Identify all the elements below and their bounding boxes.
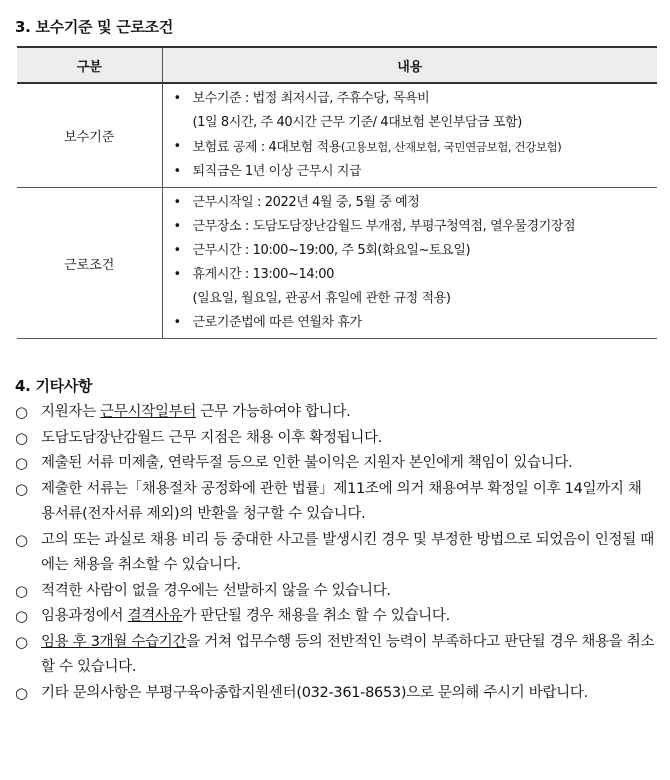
pay-item-1: 보수기준 : 법정 최저시급, 주휴수당, 목욕비 <box>192 91 430 106</box>
note-item-1 <box>15 400 655 426</box>
notes-list <box>15 400 655 706</box>
circle-bullet-icon: ○ <box>15 632 28 651</box>
note-underlined: 근무시작일부터 <box>100 404 197 420</box>
note-underlined: 결격사유 <box>127 608 183 624</box>
bullet-dot: • <box>173 195 181 210</box>
note-text: 임용과정에서 <box>41 608 128 624</box>
note-underlined: 임용 후 3개월 수습기간 <box>41 633 187 650</box>
conditions-table <box>17 46 657 339</box>
row-label-work: 근로조건 <box>17 188 162 339</box>
bullet-dot: • <box>173 139 181 154</box>
section-4-title: 4. 기타사항 <box>15 377 93 395</box>
circle-bullet-icon: ○ <box>15 454 28 472</box>
circle-bullet-icon: ○ <box>15 581 28 600</box>
bullet-dot: • <box>173 267 181 282</box>
note-item-2 <box>15 426 655 452</box>
circle-bullet-icon: ○ <box>15 403 28 421</box>
pay-item-1-cont: (1일 8시간, 주 40시간 근무 기준/ 4대보험 본인부담금 포함) <box>192 115 522 130</box>
circle-bullet-icon: ○ <box>15 479 28 498</box>
row-content-work <box>162 188 657 339</box>
note-text: 적격한 사람이 없을 경우에는 선발하지 않을 수 있습니다. <box>41 582 391 599</box>
note-text: 근무 가능하여야 합니다. <box>196 404 351 420</box>
note-text: 도담도담장난감월드 근무 지점은 채용 이후 확정됩니다. <box>41 429 383 446</box>
list-item <box>173 191 658 215</box>
note-text: 제출된 서류 미제출, 연락두절 등으로 인한 불이익은 지원자 본인에게 책임이 있습니다. <box>41 455 573 471</box>
note-item-9 <box>15 681 655 707</box>
circle-bullet-icon: ○ <box>15 428 28 447</box>
header-category: 구분 <box>17 47 162 83</box>
note-item-5 <box>15 528 655 579</box>
note-item-8 <box>15 630 655 681</box>
work-item-2: 근무장소 : 도담도담장난감월드 부개점, 부평구청역점, 열우물경기장점 <box>192 219 576 234</box>
list-item <box>173 239 658 263</box>
note-item-4 <box>15 477 655 528</box>
note-text: 기타 문의사항은 부평구육아종합지원센터(032-361-8653)으로 문의해 주시기 바랍니다. <box>41 684 588 701</box>
work-item-4: 휴게시간 : 13:00~14:00 <box>192 267 334 282</box>
pay-item-2-small: (고용보험, 산재보험, 국민연금보험, 건강보험) <box>340 140 562 154</box>
note-text: 을 거쳐 업무수행 등의 전반적인 능력이 부족하다고 판단될 경우 채용을 취소할 수 있습니다. <box>41 633 655 675</box>
note-text: 제출한 서류는「채용절차 공정화에 관한 법률」제11조에 의거 채용여부 확정일 이후 14일까지 채용서류(전자서류 제외)의 반환을 청구할 수 있습니다. <box>41 480 642 522</box>
circle-bullet-icon: ○ <box>15 683 28 702</box>
note-text: 가 판단될 경우 채용을 취소 할 수 있습니다. <box>182 608 450 624</box>
work-item-1: 근무시작일 : 2022년 4월 중, 5월 중 예정 <box>192 195 420 210</box>
work-item-5: 근로기준법에 따른 연월차 휴가 <box>192 315 362 330</box>
list-item <box>173 263 658 311</box>
bullet-dot: • <box>173 91 181 106</box>
list-item <box>173 215 658 239</box>
note-item-3 <box>15 451 655 477</box>
row-label-pay: 보수기준 <box>17 83 162 188</box>
bullet-dot: • <box>173 164 181 179</box>
bullet-dot: • <box>173 315 181 330</box>
note-text: 지원자는 <box>41 404 101 420</box>
bullet-dot: • <box>173 219 181 234</box>
bullet-dot: • <box>173 243 181 258</box>
note-item-7 <box>15 604 655 630</box>
section-3-title: 3. 보수기준 및 근로조건 <box>15 18 174 36</box>
list-item <box>173 160 658 184</box>
list-item <box>173 135 658 160</box>
note-text: 고의 또는 과실로 채용 비리 등 중대한 사고를 발생시킨 경우 및 부정한 방법으로 되었음이 인정될 때에는 채용을 취소할 수 있습니다. <box>41 531 654 573</box>
note-item-6 <box>15 579 655 605</box>
pay-item-2: 보험료 공제 : 4대보험 적용 <box>192 140 341 155</box>
work-item-3: 근무시간 : 10:00~19:00, 주 5회(화요일~토요일) <box>192 243 471 258</box>
circle-bullet-icon: ○ <box>15 607 28 625</box>
list-item <box>173 87 658 135</box>
header-content: 내용 <box>162 47 657 83</box>
pay-item-3: 퇴직금은 1년 이상 근무시 지급 <box>192 164 362 179</box>
row-content-pay <box>162 83 657 188</box>
work-item-4-cont: (일요일, 월요일, 관공서 휴일에 관한 규정 적용) <box>192 291 451 306</box>
circle-bullet-icon: ○ <box>15 530 28 549</box>
list-item <box>173 311 658 335</box>
